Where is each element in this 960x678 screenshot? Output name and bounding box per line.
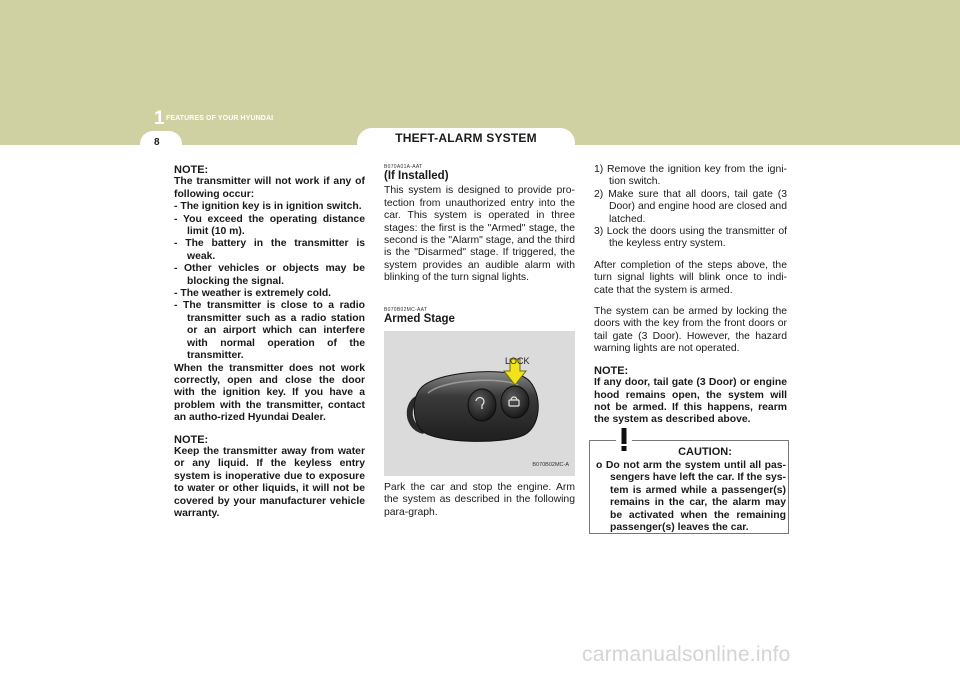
body-paragraph: This system is designed to provide pro-tection from unauthorized entry into the car. This system is operated in three stages: the first is the "Armed" stage, the second is the "Alarm" stage, and the third is the "Disarmed" stage. If triggered, the system provides an audible alarm with blinking of the turn signal lights. bbox=[384, 185, 575, 284]
note-paragraph: If any door, tail gate (3 Door) or engine hood remains open, the system will not be armed. If this happens, rearm the system as described above. bbox=[594, 377, 787, 426]
figure-code: B070B02MC-A bbox=[532, 461, 569, 468]
body-paragraph: The system can be armed by locking the doors with the key from the front doors or tail gate (3 Door). However, the hazard warning lights are not operated. bbox=[594, 306, 787, 355]
step-item: 2) Make sure that all doors, tail gate (3 Door) and engine hood are closed and latched. bbox=[594, 188, 787, 225]
note-heading: NOTE: bbox=[594, 364, 629, 377]
note-list-item: - The ignition key is in ignition switch. bbox=[174, 201, 362, 213]
section-title: THEFT-ALARM SYSTEM bbox=[395, 131, 537, 145]
note-list-item: - The battery in the transmitter is weak. bbox=[174, 238, 365, 262]
watermark: carmanualsonline.info bbox=[582, 643, 791, 666]
subsection-heading: Armed Stage bbox=[384, 312, 455, 325]
note-list-item: - Other vehicles or objects may be blocking the signal. bbox=[174, 263, 365, 287]
note-list-item: - The transmitter is close to a radio transmitter such as a radio station or an airport which can interfere with normal operation of the transmitter. bbox=[174, 300, 365, 362]
step-item: 3) Lock the doors using the transmitter of the keyless entry system. bbox=[594, 226, 787, 250]
transmitter-figure bbox=[384, 331, 575, 476]
caution-item: o Do not arm the system until all pas-sengers have left the car. If the sys-tem is armed while a passenger(s) remains in the car, the alarm may be activated when the remaining passenger(s) leaves the car. bbox=[596, 460, 786, 534]
column-arming-steps bbox=[594, 164, 787, 427]
section-code: B070A01A-AAT bbox=[384, 164, 423, 170]
body-paragraph: After completion of the steps above, the turn signal lights will blink once to indi-cate that the system is armed. bbox=[594, 259, 787, 296]
note-heading: NOTE: bbox=[174, 164, 209, 176]
note-heading: NOTE: bbox=[174, 433, 209, 446]
chapter-number: 1 bbox=[154, 108, 165, 129]
section-code: B070B02MC-AAT bbox=[384, 306, 428, 313]
chapter-title: FEATURES OF YOUR HYUNDAI bbox=[166, 115, 274, 122]
page-number: 8 bbox=[154, 137, 160, 148]
figure-label-lock: LOCK bbox=[505, 356, 530, 367]
note-paragraph: Keep the transmitter away from water or any liquid. If the keyless entry system is inoperative due to exposure to water or other liquids, it will not be covered by your manufacturer vehicle warranty. bbox=[174, 445, 365, 519]
column-notes bbox=[174, 164, 365, 520]
caution-heading: CAUTION: bbox=[678, 446, 732, 458]
header-band bbox=[0, 0, 960, 145]
page-number-tab bbox=[140, 131, 182, 157]
caution-text bbox=[596, 460, 786, 534]
column-theft-alarm bbox=[384, 164, 575, 519]
subsection-heading: (If Installed) bbox=[384, 170, 449, 182]
note-list-item: - You exceed the operating distance limit (10 m). bbox=[174, 213, 365, 238]
note-intro: The transmitter will not work if any of following occur: bbox=[174, 176, 365, 200]
note-list-item: - The weather is extremely cold. bbox=[174, 288, 332, 300]
note-paragraph: When the transmitter does not work correctly, open and close the door with the ignition key. If you have a problem with the transmitter, contact an autho-rized Hyundai Dealer. bbox=[174, 362, 365, 424]
body-paragraph: Park the car and stop the engine. Arm the system as described in the following para-graph. bbox=[384, 482, 575, 518]
key-fob-illustration bbox=[384, 331, 575, 476]
step-item: 1) Remove the ignition key from the igni-tion switch. bbox=[594, 164, 787, 188]
